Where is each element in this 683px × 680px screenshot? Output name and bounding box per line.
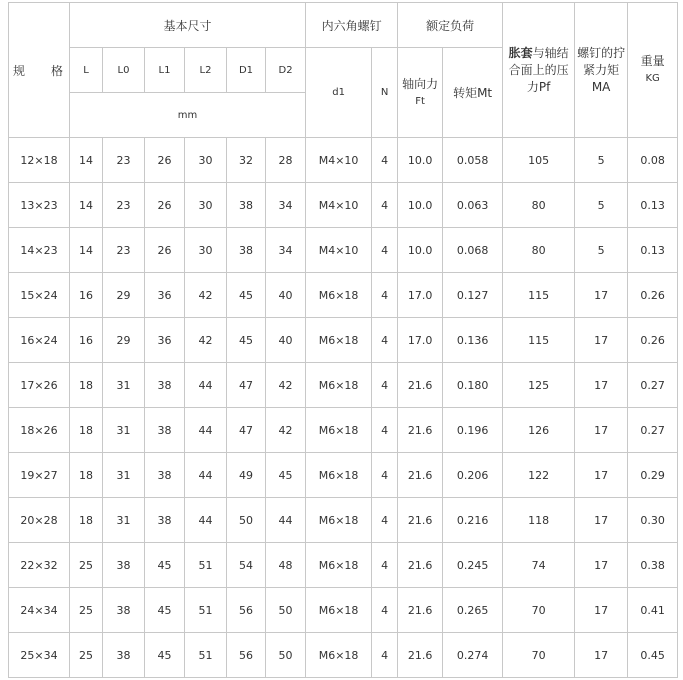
cell-spec: 25×34 bbox=[9, 633, 70, 678]
cell-l: 18 bbox=[70, 453, 103, 498]
cell-l: 18 bbox=[70, 408, 103, 453]
cell-ft: 21.6 bbox=[398, 498, 443, 543]
header-tighten-line1: 螺钉的拧 bbox=[577, 45, 626, 60]
cell-l2: 44 bbox=[185, 408, 227, 453]
cell-d2: 34 bbox=[266, 228, 306, 273]
cell-spec: 16×24 bbox=[9, 318, 70, 363]
cell-d1: M4×10 bbox=[306, 138, 372, 183]
cell-l1: 45 bbox=[145, 543, 185, 588]
cell-d2: 45 bbox=[266, 453, 306, 498]
cell-ft: 21.6 bbox=[398, 408, 443, 453]
cell-l1: 38 bbox=[145, 363, 185, 408]
cell-kg: 0.08 bbox=[628, 138, 678, 183]
cell-l2: 51 bbox=[185, 588, 227, 633]
cell-l1: 26 bbox=[145, 183, 185, 228]
cell-l: 16 bbox=[70, 318, 103, 363]
cell-l: 18 bbox=[70, 498, 103, 543]
cell-l1: 38 bbox=[145, 453, 185, 498]
cell-l0: 38 bbox=[103, 588, 145, 633]
cell-l: 14 bbox=[70, 138, 103, 183]
cell-l2: 42 bbox=[185, 318, 227, 363]
table-body bbox=[9, 138, 678, 678]
header-rated-load: 额定负荷 bbox=[398, 3, 503, 48]
cell-ma: 17 bbox=[575, 273, 628, 318]
cell-kg: 0.30 bbox=[628, 498, 678, 543]
cell-d1: M6×18 bbox=[306, 273, 372, 318]
cell-d1: M6×18 bbox=[306, 453, 372, 498]
table-row bbox=[9, 588, 678, 633]
cell-ft: 21.6 bbox=[398, 453, 443, 498]
cell-pf: 105 bbox=[503, 138, 575, 183]
cell-d1: M6×18 bbox=[306, 363, 372, 408]
cell-mt: 0.136 bbox=[443, 318, 503, 363]
cell-spec: 22×32 bbox=[9, 543, 70, 588]
cell-ft: 10.0 bbox=[398, 183, 443, 228]
header-spec-char-2: 格 bbox=[50, 63, 63, 78]
cell-mt: 0.216 bbox=[443, 498, 503, 543]
cell-d1: 54 bbox=[227, 543, 266, 588]
header-tighten bbox=[575, 3, 628, 138]
cell-ma: 17 bbox=[575, 498, 628, 543]
cell-d1: M6×18 bbox=[306, 408, 372, 453]
header-D1: D1 bbox=[227, 48, 266, 93]
cell-d2: 42 bbox=[266, 408, 306, 453]
cell-l2: 51 bbox=[185, 633, 227, 678]
header-pressure-part2: 与轴结 bbox=[532, 45, 569, 60]
header-unit-mm: mm bbox=[70, 93, 306, 138]
cell-pf: 126 bbox=[503, 408, 575, 453]
cell-mt: 0.206 bbox=[443, 453, 503, 498]
cell-spec: 24×34 bbox=[9, 588, 70, 633]
cell-mt: 0.127 bbox=[443, 273, 503, 318]
table-row bbox=[9, 318, 678, 363]
table-row bbox=[9, 273, 678, 318]
cell-kg: 0.38 bbox=[628, 543, 678, 588]
cell-n: 4 bbox=[372, 408, 398, 453]
cell-ma: 17 bbox=[575, 363, 628, 408]
header-spec bbox=[9, 3, 70, 138]
header-N: N bbox=[372, 48, 398, 138]
cell-l: 14 bbox=[70, 183, 103, 228]
cell-d1: 38 bbox=[227, 183, 266, 228]
cell-ft: 10.0 bbox=[398, 138, 443, 183]
cell-d2: 50 bbox=[266, 633, 306, 678]
cell-d2: 40 bbox=[266, 273, 306, 318]
cell-mt: 0.196 bbox=[443, 408, 503, 453]
cell-n: 4 bbox=[372, 588, 398, 633]
cell-mt: 0.068 bbox=[443, 228, 503, 273]
table-row bbox=[9, 228, 678, 273]
header-tighten-line2: 紧力矩MA bbox=[583, 62, 620, 94]
cell-d1: M4×10 bbox=[306, 228, 372, 273]
table-row bbox=[9, 183, 678, 228]
cell-d1: 56 bbox=[227, 588, 266, 633]
cell-d2: 50 bbox=[266, 588, 306, 633]
cell-l: 25 bbox=[70, 588, 103, 633]
cell-spec: 12×18 bbox=[9, 138, 70, 183]
header-torque: 转矩Mt bbox=[443, 48, 503, 138]
cell-ft: 21.6 bbox=[398, 543, 443, 588]
table-header bbox=[9, 3, 678, 138]
cell-spec: 14×23 bbox=[9, 228, 70, 273]
cell-l0: 38 bbox=[103, 633, 145, 678]
spec-table bbox=[8, 2, 678, 678]
cell-n: 4 bbox=[372, 543, 398, 588]
cell-l2: 44 bbox=[185, 453, 227, 498]
cell-l2: 30 bbox=[185, 138, 227, 183]
header-L0: L0 bbox=[103, 48, 145, 93]
cell-d1: 50 bbox=[227, 498, 266, 543]
table-row bbox=[9, 408, 678, 453]
cell-d2: 40 bbox=[266, 318, 306, 363]
header-d1: d1 bbox=[306, 48, 372, 138]
cell-kg: 0.13 bbox=[628, 183, 678, 228]
header-basic-dims: 基本尺寸 bbox=[70, 3, 306, 48]
cell-l1: 36 bbox=[145, 273, 185, 318]
cell-l0: 29 bbox=[103, 318, 145, 363]
cell-d2: 42 bbox=[266, 363, 306, 408]
cell-mt: 0.265 bbox=[443, 588, 503, 633]
cell-ma: 17 bbox=[575, 633, 628, 678]
cell-spec: 15×24 bbox=[9, 273, 70, 318]
header-pressure-part4: 力Pf bbox=[526, 79, 551, 94]
cell-ma: 17 bbox=[575, 543, 628, 588]
cell-kg: 0.41 bbox=[628, 588, 678, 633]
cell-kg: 0.26 bbox=[628, 318, 678, 363]
cell-n: 4 bbox=[372, 318, 398, 363]
cell-l0: 31 bbox=[103, 408, 145, 453]
header-L1: L1 bbox=[145, 48, 185, 93]
cell-l0: 31 bbox=[103, 363, 145, 408]
cell-d2: 28 bbox=[266, 138, 306, 183]
cell-d2: 34 bbox=[266, 183, 306, 228]
table-row bbox=[9, 138, 678, 183]
cell-spec: 19×27 bbox=[9, 453, 70, 498]
cell-kg: 0.27 bbox=[628, 363, 678, 408]
cell-l0: 23 bbox=[103, 183, 145, 228]
cell-d1: M6×18 bbox=[306, 633, 372, 678]
cell-d1: 49 bbox=[227, 453, 266, 498]
cell-d1: 47 bbox=[227, 408, 266, 453]
cell-d1: 38 bbox=[227, 228, 266, 273]
cell-d1: M6×18 bbox=[306, 498, 372, 543]
cell-ma: 17 bbox=[575, 453, 628, 498]
cell-l2: 44 bbox=[185, 363, 227, 408]
cell-ma: 17 bbox=[575, 408, 628, 453]
cell-ft: 17.0 bbox=[398, 318, 443, 363]
header-pressure bbox=[503, 3, 575, 138]
cell-l0: 31 bbox=[103, 498, 145, 543]
cell-l: 18 bbox=[70, 363, 103, 408]
cell-l0: 29 bbox=[103, 273, 145, 318]
cell-pf: 74 bbox=[503, 543, 575, 588]
header-spec-char-1: 规 bbox=[13, 63, 26, 78]
cell-spec: 13×23 bbox=[9, 183, 70, 228]
cell-l1: 26 bbox=[145, 228, 185, 273]
cell-ft: 10.0 bbox=[398, 228, 443, 273]
table-row bbox=[9, 453, 678, 498]
cell-mt: 0.245 bbox=[443, 543, 503, 588]
table-row bbox=[9, 633, 678, 678]
cell-pf: 115 bbox=[503, 318, 575, 363]
cell-l: 25 bbox=[70, 633, 103, 678]
cell-pf: 80 bbox=[503, 228, 575, 273]
cell-n: 4 bbox=[372, 363, 398, 408]
cell-ma: 5 bbox=[575, 183, 628, 228]
cell-d1: 56 bbox=[227, 633, 266, 678]
header-weight-line2: KG bbox=[645, 73, 660, 84]
cell-ft: 21.6 bbox=[398, 588, 443, 633]
cell-l0: 38 bbox=[103, 543, 145, 588]
cell-d2: 44 bbox=[266, 498, 306, 543]
cell-n: 4 bbox=[372, 273, 398, 318]
cell-pf: 118 bbox=[503, 498, 575, 543]
cell-mt: 0.058 bbox=[443, 138, 503, 183]
cell-pf: 80 bbox=[503, 183, 575, 228]
cell-l2: 30 bbox=[185, 183, 227, 228]
cell-n: 4 bbox=[372, 453, 398, 498]
cell-d1: 45 bbox=[227, 318, 266, 363]
cell-mt: 0.274 bbox=[443, 633, 503, 678]
cell-l1: 38 bbox=[145, 498, 185, 543]
cell-ma: 17 bbox=[575, 318, 628, 363]
header-axial-force-line2: Ft bbox=[415, 95, 425, 107]
cell-l2: 30 bbox=[185, 228, 227, 273]
cell-n: 4 bbox=[372, 183, 398, 228]
cell-kg: 0.26 bbox=[628, 273, 678, 318]
cell-pf: 115 bbox=[503, 273, 575, 318]
table-row bbox=[9, 363, 678, 408]
cell-l: 14 bbox=[70, 228, 103, 273]
header-axial-force-line1: 轴向力 bbox=[402, 76, 439, 91]
cell-pf: 122 bbox=[503, 453, 575, 498]
header-screw: 内六角螺钉 bbox=[306, 3, 398, 48]
header-axial-force bbox=[398, 48, 443, 138]
cell-ft: 17.0 bbox=[398, 273, 443, 318]
cell-n: 4 bbox=[372, 498, 398, 543]
cell-mt: 0.180 bbox=[443, 363, 503, 408]
cell-d1: M6×18 bbox=[306, 318, 372, 363]
cell-d1: 47 bbox=[227, 363, 266, 408]
table-row bbox=[9, 498, 678, 543]
cell-pf: 125 bbox=[503, 363, 575, 408]
cell-l1: 36 bbox=[145, 318, 185, 363]
cell-kg: 0.27 bbox=[628, 408, 678, 453]
cell-ma: 5 bbox=[575, 228, 628, 273]
cell-d1: M6×18 bbox=[306, 588, 372, 633]
cell-d2: 48 bbox=[266, 543, 306, 588]
cell-pf: 70 bbox=[503, 633, 575, 678]
header-L: L bbox=[70, 48, 103, 93]
cell-spec: 18×26 bbox=[9, 408, 70, 453]
cell-d1: 32 bbox=[227, 138, 266, 183]
cell-ma: 17 bbox=[575, 588, 628, 633]
cell-n: 4 bbox=[372, 633, 398, 678]
cell-l0: 31 bbox=[103, 453, 145, 498]
cell-kg: 0.13 bbox=[628, 228, 678, 273]
cell-n: 4 bbox=[372, 228, 398, 273]
cell-l2: 51 bbox=[185, 543, 227, 588]
cell-l2: 44 bbox=[185, 498, 227, 543]
cell-d1: 45 bbox=[227, 273, 266, 318]
cell-l1: 45 bbox=[145, 588, 185, 633]
table-row bbox=[9, 543, 678, 588]
cell-l1: 26 bbox=[145, 138, 185, 183]
cell-l0: 23 bbox=[103, 228, 145, 273]
cell-l: 16 bbox=[70, 273, 103, 318]
cell-kg: 0.29 bbox=[628, 453, 678, 498]
cell-spec: 17×26 bbox=[9, 363, 70, 408]
cell-l1: 38 bbox=[145, 408, 185, 453]
header-weight bbox=[628, 3, 678, 138]
cell-kg: 0.45 bbox=[628, 633, 678, 678]
cell-l0: 23 bbox=[103, 138, 145, 183]
header-D2: D2 bbox=[266, 48, 306, 93]
cell-pf: 70 bbox=[503, 588, 575, 633]
cell-d1: M6×18 bbox=[306, 543, 372, 588]
cell-l: 25 bbox=[70, 543, 103, 588]
cell-l1: 45 bbox=[145, 633, 185, 678]
cell-ft: 21.6 bbox=[398, 363, 443, 408]
cell-ma: 5 bbox=[575, 138, 628, 183]
header-weight-line1: 重量 bbox=[640, 54, 665, 68]
header-L2: L2 bbox=[185, 48, 227, 93]
header-pressure-bold: 胀套 bbox=[508, 45, 533, 60]
cell-d1: M4×10 bbox=[306, 183, 372, 228]
cell-ft: 21.6 bbox=[398, 633, 443, 678]
cell-l2: 42 bbox=[185, 273, 227, 318]
header-pressure-part3: 合面上的压 bbox=[508, 62, 569, 77]
cell-spec: 20×28 bbox=[9, 498, 70, 543]
cell-n: 4 bbox=[372, 138, 398, 183]
cell-mt: 0.063 bbox=[443, 183, 503, 228]
